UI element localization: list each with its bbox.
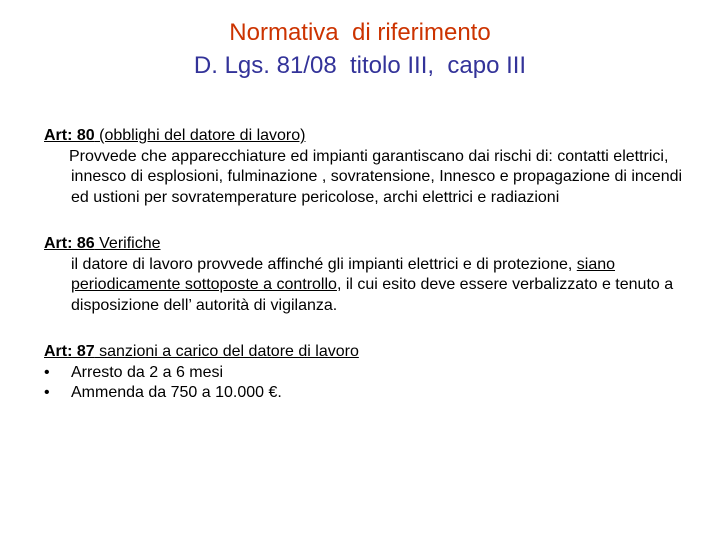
bullet-icon: •	[44, 384, 50, 401]
bullet-icon: •	[44, 363, 50, 381]
section-art-87	[44, 342, 704, 404]
art-87-label: sanzioni a carico del datore di lavoro	[94, 343, 359, 360]
art-80-number: Art: 80	[44, 127, 95, 144]
art-80-label: (obblighi del datore di lavoro)	[94, 127, 306, 144]
list-item	[44, 363, 704, 384]
art-86-body	[44, 255, 704, 317]
art-86-body-start: il datore di lavoro provvede affinché gli impianti elettrici e di protezione,	[71, 255, 577, 273]
list-item-text: Ammenda da 750 a 10.000 €.	[71, 384, 282, 401]
art-86-label: Verifiche	[94, 235, 161, 252]
section-art-86	[44, 234, 704, 316]
art-86-number: Art: 86	[44, 235, 95, 252]
art-86-heading	[44, 234, 704, 255]
art-87-heading	[44, 342, 704, 363]
title-line-1: Normativa di riferimento	[229, 19, 491, 46]
spacer	[44, 316, 704, 342]
title-line-2: D. Lgs. 81/08 titolo III, capo III	[193, 52, 527, 79]
list-item-text: Arresto da 2 a 6 mesi	[71, 363, 224, 381]
art-87-list	[44, 363, 704, 404]
art-86-body-end: , il cui esito deve essere verbalizzato e tenuto a disposizione dell’ autorità di vigilanza.	[71, 276, 674, 314]
art-86-body-underlined: siano periodicamente sottoposte a controllo	[71, 255, 616, 293]
art-80-body: Provvede che apparecchiature ed impianti garantiscano dai rischi di: contatti elettrici, innesco di esplosioni, fulminazione , sovratensione, Innesco e propagazione di incendi ed ustioni per sovratemperature pericolose, archi elettrici e radiazioni	[69, 147, 683, 206]
section-art-80	[44, 126, 704, 208]
slide-body	[44, 126, 704, 404]
art-80-heading	[44, 126, 704, 147]
slide-title	[0, 16, 720, 82]
spacer	[44, 208, 704, 234]
list-item	[44, 383, 704, 404]
art-87-number: Art: 87	[44, 343, 95, 360]
